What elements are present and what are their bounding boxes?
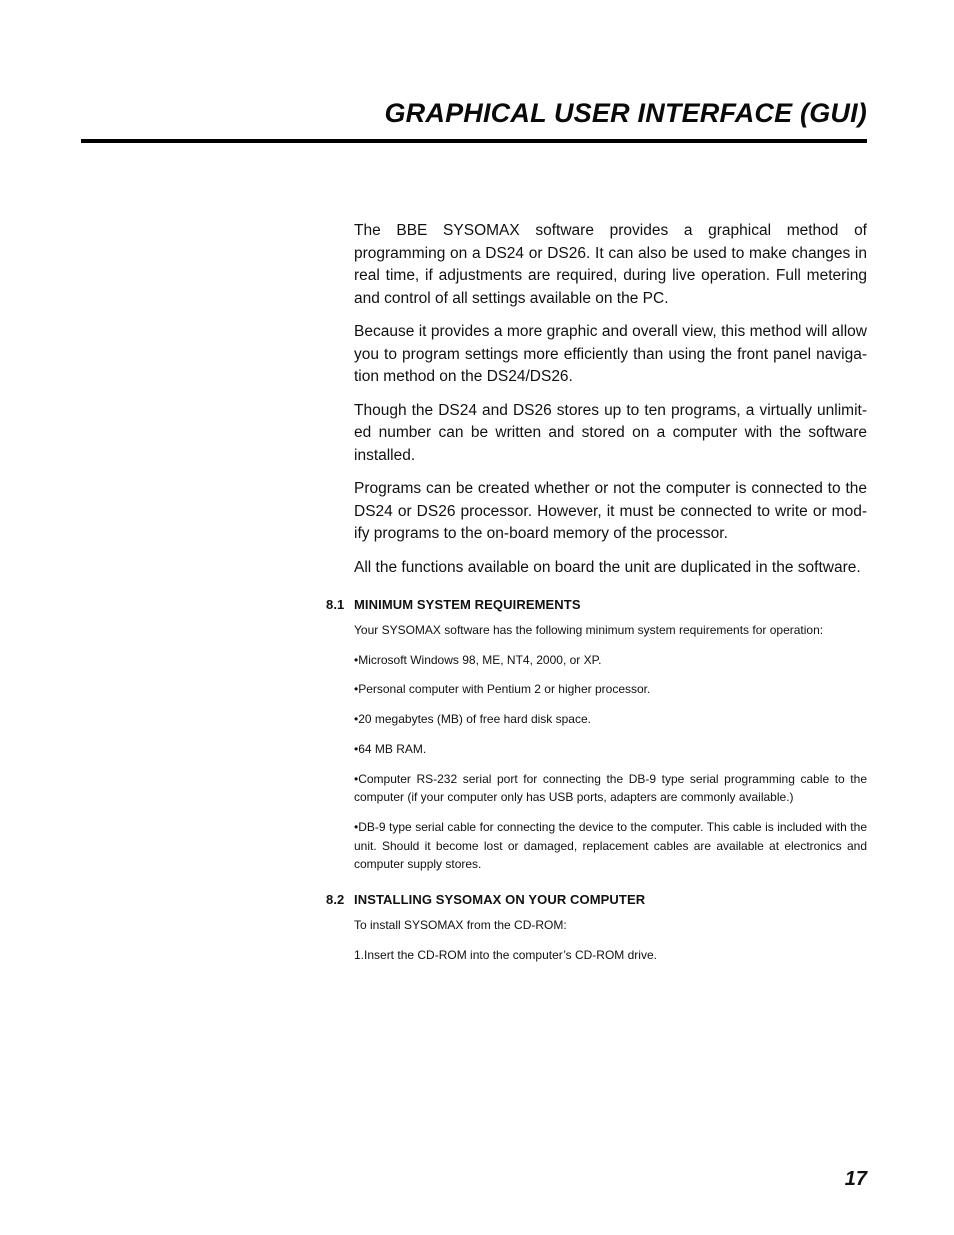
section-title: MINIMUM SYSTEM REQUIREMENTS — [354, 597, 581, 612]
requirements-section — [354, 621, 867, 874]
requirement-item: •Microsoft Windows 98, ME, NT4, 2000, or XP. — [354, 652, 602, 667]
section-heading-requirements — [326, 597, 839, 612]
intro-paragraph: Because it provides a more graphic and overall view, this method will allow you to program settings more efficiently than using the front panel naviga-tion method on the DS24/DS26. — [354, 323, 867, 385]
body-text — [326, 220, 867, 975]
installing-paragraph: To install SYSOMAX from the CD-ROM: — [354, 918, 567, 933]
intro-paragraph: All the functions available on board the unit are duplicated in the software. — [354, 558, 861, 576]
chapter-title: GRAPHICAL USER INTERFACE (GUI) — [384, 98, 867, 128]
installing-section — [354, 916, 867, 964]
requirement-item: •DB-9 type serial cable for connecting the device to the computer. This cable is included with the unit. Should it become lost or damaged, replacement cables are available at electronics and computer supply stores. — [354, 819, 867, 872]
intro-section — [354, 220, 867, 579]
requirement-item: •Personal computer with Pentium 2 or higher processor. — [354, 682, 651, 697]
section-title: INSTALLING SYSOMAX ON YOUR COMPUTER — [354, 892, 646, 908]
title-rule — [81, 139, 867, 143]
section-number: 8.2 — [326, 892, 345, 908]
section-number: 8.1 — [326, 597, 345, 612]
page-number: 17 — [844, 1168, 867, 1190]
installing-step: 1.Insert the CD-ROM into the computer’s CD-ROM drive. — [354, 947, 657, 962]
requirement-item: •20 megabytes (MB) of free hard disk space. — [354, 712, 591, 727]
requirement-item: •64 MB RAM. — [354, 741, 427, 756]
intro-paragraph: The BBE SYSOMAX software provides a graphical method of programming on a DS24 or DS26. It can also be used to make changes in real time, if adjustments are required, during live operation. Full metering and control of all settings available on the PC. — [354, 222, 867, 307]
section-heading-installing — [326, 892, 839, 907]
requirement-item: •Computer RS-232 serial port for connecting the DB-9 type serial programming cable to the computer (if your computer only has USB ports, adapters are commonly available.) — [354, 771, 867, 805]
requirements-paragraph: Your SYSOMAX software has the following minimum system requirements for operation: — [354, 623, 824, 637]
intro-paragraph: Though the DS24 and DS26 stores up to ten programs, a virtually unlimit-ed number can be written and stored on a computer with the software installed. — [354, 401, 867, 464]
intro-paragraph: Programs can be created whether or not the computer is connected to the DS24 or DS26 processor. However, it must be connected to write or mod-ify programs to the on-board memory of the processor. — [354, 480, 867, 542]
